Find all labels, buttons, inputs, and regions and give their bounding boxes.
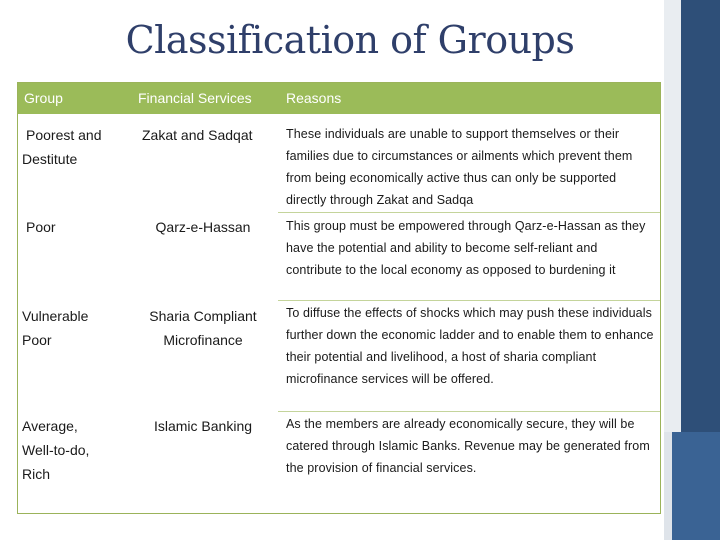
row1-group [22,123,102,171]
table-header-row [18,83,660,114]
slide-title: Classification of Groups [125,18,575,62]
row2-service: Qarz-e-Hassan [155,219,251,235]
row2-group: Poor [26,219,56,235]
row1-service: Zakat and Sadqat [142,127,253,143]
row1-reason: These individuals are unable to support themselves or their families due to circumstances or ailments which prevent them from being economically active thus can only be supported directly through Zakat and Sadqa [286,127,633,207]
row4-service: Islamic Banking [153,418,253,434]
row1-group-line2: Destitute [22,151,78,167]
row3-service-line1: Sharia Compliant [149,308,257,324]
row3-service [128,304,278,352]
row2-reason: This group must be empowered through Qarz-e-Hassan as they have the potential and ability to become self-reliant and contribute to the local economy as opposed to burdening it [286,219,646,277]
row3-group [22,304,88,352]
row-divider [278,212,660,213]
classification-table [17,82,661,514]
row4-group [22,414,89,486]
row4-group-line3: Rich [22,466,51,482]
row3-group-line1: Vulnerable [22,308,89,324]
row1-group-line1: Poorest and [26,127,102,143]
side-decoration-accent [672,432,720,540]
row3-service-line2: Microfinance [163,332,243,348]
row4-group-line1: Average, [22,418,78,434]
row4-reason: As the members are already economically secure, they will be catered through Islamic Banks. Revenue may be generated from the provision of financial services. [286,417,650,475]
row3-group-line2: Poor [22,332,52,348]
row-divider [278,411,660,412]
row4-group-line2: Well-to-do, [22,442,90,458]
header-group: Group [24,90,63,106]
header-financial-services: Financial Services [138,90,252,106]
row3-reason: To diffuse the effects of shocks which may push these individuals further down the economic ladder and to enable them to enhance their potential and livelihood, a host of sharia compliant microfinance services will be offered. [286,306,654,386]
header-reasons: Reasons [286,90,342,106]
row-divider [278,300,660,301]
